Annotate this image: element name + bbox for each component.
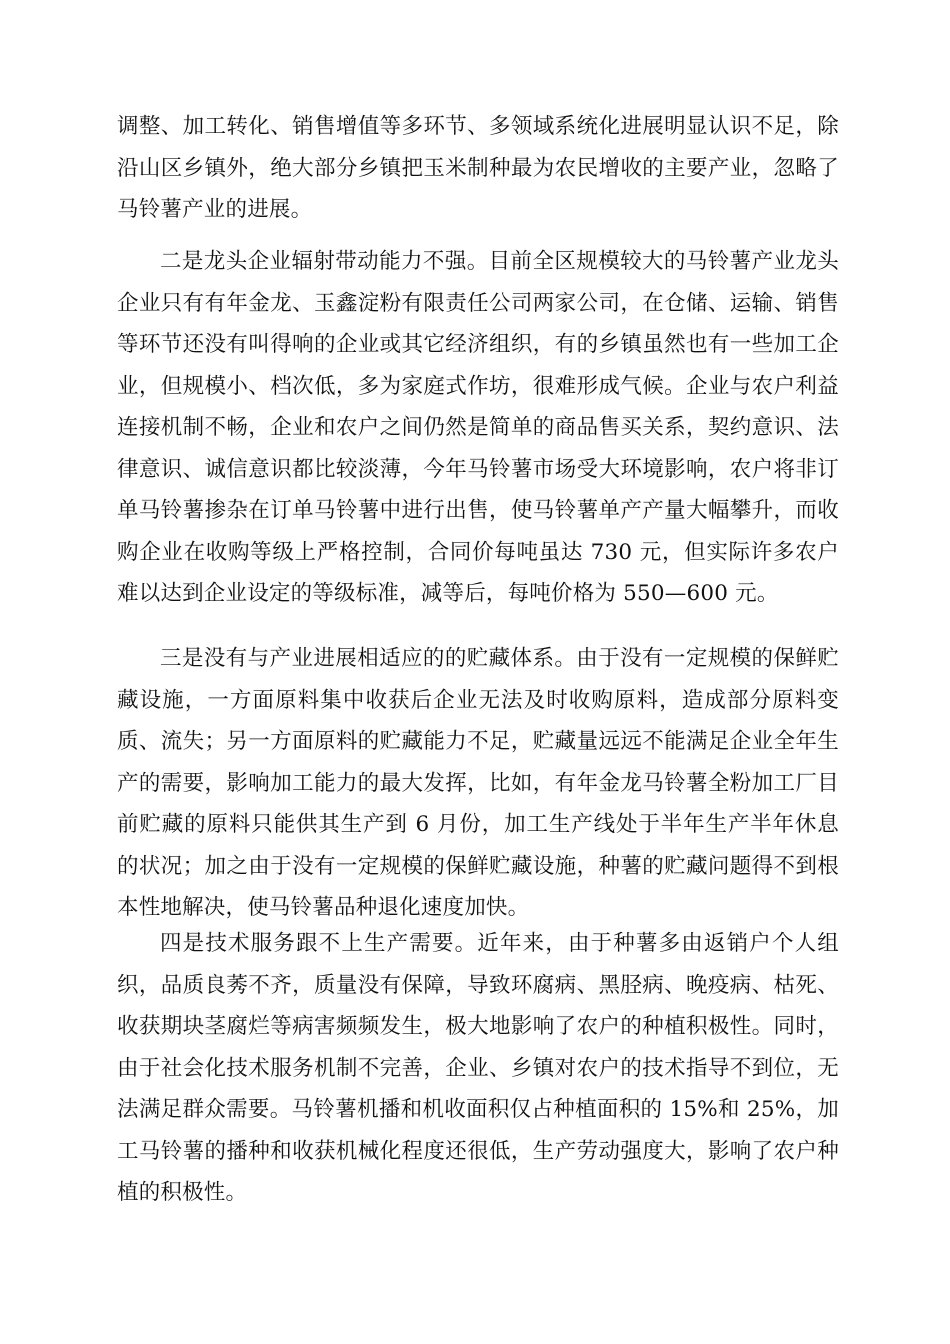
paragraph-continued: 调整、加工转化、销售增值等多环节、多领域系统化进展明显认识不足，除沿山区乡镇外，绝大部分乡镇把玉米制种最为农民增收的主要产业，忽略了马铃薯产业的进展。 [117, 114, 839, 222]
paragraph-point-four: 四是技术服务跟不上生产需要。近年来，由于种薯多由返销户个人组织，品质良莠不齐，质量没有保障，导致环腐病、黑胫病、晚疫病、枯死、收获期块茎腐烂等病害频频发生，极大地影响了农户的种植积极性。同时，由于社会化技术服务机制不完善，企业、乡镇对农户的技术指导不到位，无法满足群众需要。马铃薯机播和机收面积仅占种植面积的 15%和 25%，加工马铃薯的播种和收获机械化程度还很低，生产劳动强度大，影响了农户种植的积极性。 [117, 931, 839, 1205]
paragraph-point-three: 三是没有与产业进展相适应的的贮藏体系。由于没有一定规模的保鲜贮藏设施，一方面原料集中收获后企业无法及时收购原料，造成部分原料变质、流失；另一方面原料的贮藏能力不足，贮藏量远远不能满足企业全年生产的需要，影响加工能力的最大发挥，比如，有年金龙马铃薯全粉加工厂目前贮藏的原料只能供其生产到 6 月份，加工生产线处于半年生产半年休息的状况；加之由于没有一定规模的保鲜贮藏设施，种薯的贮藏问题得不到根本性地解决，使马铃薯品种退化速度加快。 [117, 646, 839, 920]
paragraph-point-two: 二是龙头企业辐射带动能力不强。目前全区规模较大的马铃薯产业龙头企业只有有年金龙、玉鑫淀粉有限责任公司两家公司，在仓储、运输、销售等环节还没有叫得响的企业或其它经济组织，有的乡镇虽然也有一些加工企业，但规模小、档次低，多为家庭式作坊，很难形成气候。企业与农户利益连接机制不畅，企业和农户之间仍然是简单的商品售买关系，契约意识、法律意识、诚信意识都比较淡薄，今年马铃薯市场受大环境影响，农户将非订单马铃薯掺杂在订单马铃薯中进行出售，使马铃薯单产产量大幅攀升，而收购企业在收购等级上严格控制，合同价每吨虽达 730 元，但实际许多农户难以达到企业设定的等级标准，减等后，每吨价格为 550—600 元。 [117, 249, 839, 606]
